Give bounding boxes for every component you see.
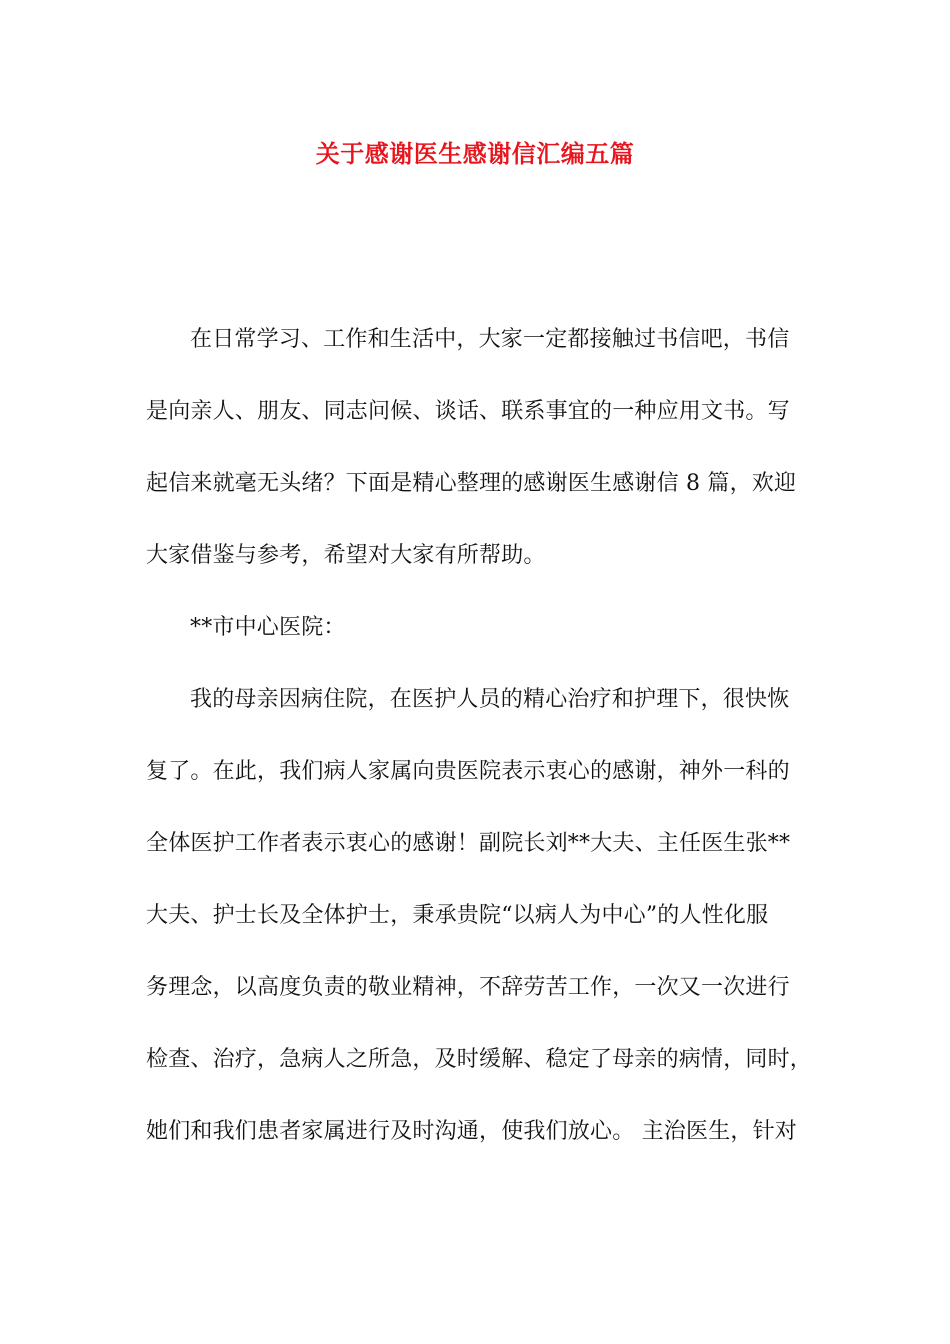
paragraph-line: 是向亲人、朋友、同志问候、谈话、联系事宜的一种应用文书。写 <box>146 399 790 424</box>
paragraph-line: 务理念，以高度负责的敬业精神，不辞劳苦工作，一次又一次进行 <box>146 975 790 1000</box>
paragraph-line: 检查、治疗，急病人之所急，及时缓解、稳定了母亲的病情，同时， <box>146 1047 813 1072</box>
paragraph-line: 大夫、护士长及全体护士，秉承贵院“以病人为中心”的人性化服 <box>146 903 769 928</box>
paragraph-line: 起信来就毫无头绪？下面是精心整理的感谢医生感谢信 8 篇，欢迎 <box>146 471 797 496</box>
paragraph-line: 大家借鉴与参考，希望对大家有所帮助。 <box>146 543 546 568</box>
paragraph-line: 我的母亲因病住院，在医护人员的精心治疗和护理下，很快恢 <box>190 687 790 712</box>
document-body <box>146 320 826 1184</box>
paragraph-line: 她们和我们患者家属进行及时沟通，使我们放心。 主治医生，针对 <box>146 1119 797 1144</box>
paragraph-line: 在日常学习、工作和生活中，大家一定都接触过书信吧，书信 <box>190 327 790 352</box>
paragraph-line: 复了。在此，我们病人家属向贵医院表示衷心的感谢，神外一科的 <box>146 759 790 784</box>
paragraph-line: 全体医护工作者表示衷心的感谢！副院长刘**大夫、主任医生张** <box>146 831 791 856</box>
document-title: 关于感谢医生感谢信汇编五篇 <box>315 139 635 168</box>
salutation-line: **市中心医院： <box>190 615 346 640</box>
